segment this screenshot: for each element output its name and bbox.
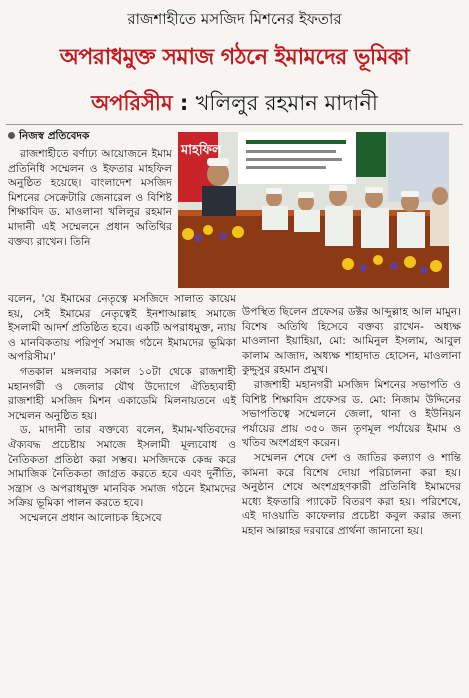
banner-text: মাহফিল — [181, 143, 222, 158]
event-photo-illustration — [178, 132, 449, 288]
headline-colon: : — [179, 91, 189, 115]
bullet-icon — [8, 132, 15, 139]
paragraph-quote: বলেন, 'যে ইমামের নেতৃত্বে মসজিদে সালাত কায়েম হয়, সেই ইমামের নেতৃত্বেই ইনশাআল্লাহ সমাজে ইসলামী আদর্শ প্রতিষ্ঠিত হবে। একটি অপরাধমুক্ত, ন্যায় ও মানবিকতায় পরিপূর্ণ সমাজ গঠনে ইমামদের ভূমিকা অপরিসীম।' — [8, 293, 236, 364]
paragraph-venue: গতকাল মঙ্গলবার সকাল ১০টা থেকে রাজশাহী মহানগরী ও জেলার যৌথ উদ্যোগে ঐতিহ্যবাহী রাজশাহী মসজিদ মিশন একাডেমি মিলনায়তনে এই সম্মেলন অনুষ্ঠিত হয়। — [8, 365, 236, 422]
article-column-2 — [242, 305, 461, 539]
headline-emphasis: অপরিসীম — [91, 91, 173, 115]
paragraph-chair: রাজশাহী মহানগরী মসজিদ মিশনের সভাপতি ও বিশিষ্ট শিক্ষাবিদ প্রফেসর ড. মো: নিজাম উদ্দিনের সভাপতিত্বে সম্মেলনে জেলা, থানা ও ইউনিয়ন পর্যায়ের প্রায় ৩৫০ জন তৃণমূল পর্যায়ের ইমাম ও খতিব অংশগ্রহণ করেন। — [242, 378, 461, 450]
header-divider — [6, 124, 463, 125]
reporter-name: নিজস্ব প্রতিবেদক — [19, 130, 90, 142]
headline-line-1: অপরাধমুক্ত সমাজ গঠনে ইমামদের ভূমিকা — [59, 45, 410, 70]
article-column-1 — [8, 292, 236, 526]
paragraph-speech: ড. মাদানী তার বক্তব্যে বলেন, ইমাম-খতিবদের ঐক্যবদ্ধ প্রচেষ্টায় সমাজে ইসলামী মূল্যবোধ ও নৈতিকতা প্রতিষ্ঠা করা সম্ভব। মসজিদকে কেন্দ্র করে সামাজিক নৈতিকতা জাগ্রত করতে হবে এবং দুর্নীতি, সন্ত্রাস ও অপরাধমুক্ত মানবিক সমাজ গঠনে ইমামদের সক্রিয় ভূমিকা পালন করতে হবে। — [8, 424, 236, 510]
paragraph-guests: উপস্থিত ছিলেন প্রফেসর ডক্টর আব্দুল্লাহ আল মামুন। বিশেষ অতিথি হিসেবে বক্তব্য রাখেন- অধ্যক্ষ মাওলানা ইয়াহিয়া, মো: আমিনুল ইসলাম, আবুল কালাম আজাদ, অধ্যক্ষ শাহাদাত হোসেন, মাওলানা কুদ্দুসুর রহমান প্রমুখ। — [242, 306, 461, 377]
article-column-1-top — [8, 147, 172, 249]
byline — [8, 129, 89, 146]
paragraph-intro: রাজশাহীতে বর্ণাঢ্য আয়োজনে ইমাম প্রতিনিধি সম্মেলন ও ইফতার মাহফিল অনুষ্ঠিত হয়েছে। বাংলাদেশ মসজিদ মিশনের সেক্রেটারি জেনারেল ও বিশিষ্ট শিক্ষাবিদ ড. মাওলানা খলিলুর রহমান মাদানী এই সম্মেলনে প্রধান অতিথির বক্তব্য রাখেন। তিনি — [8, 148, 172, 248]
event-photo — [178, 132, 449, 288]
paragraph-discussant: সম্মেলনে প্রধান আলোচক হিসেবে — [20, 511, 162, 524]
headline-line-2 — [0, 87, 469, 122]
paragraph-closing: সম্মেলন শেষে দেশ ও জাতির কল্যাণ ও শান্তি কামনা করে বিশেষ দোয়া পরিচালনা করা হয়। অনুষ্ঠান শেষে অংশগ্রহণকারী প্রতিনিধি ইমামদের মধ্যে ইফতারি প্যাকেট বিতরণ করা হয়। পরিশেষে, এই দাওয়াতি কাফেলার প্রচেষ্টা কবুল করার জন্য মহান আল্লাহর দরবারে প্রার্থনা জানানো হয়। — [242, 451, 461, 537]
headline-speaker: খলিলুর রহমান মাদানী — [195, 91, 378, 115]
kicker: রাজশাহীতে মসজিদ মিশনের ইফতার — [127, 10, 342, 28]
